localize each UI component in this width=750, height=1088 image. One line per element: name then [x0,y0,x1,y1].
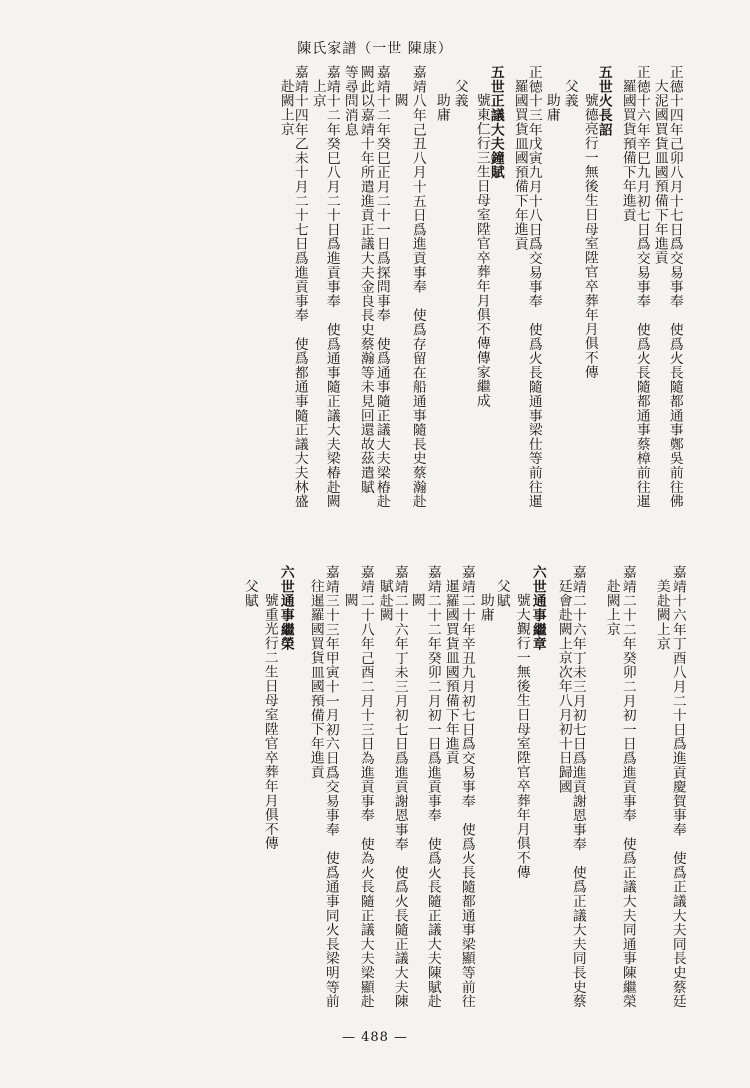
upper-column-15: 嘉靖八年己丑八月十五日爲進貢事奉 使爲存留在船通事隨長史蔡瀚赴 [409,65,426,509]
upper-column-16: 闕 [391,93,408,108]
page-number: — 488 — [341,1030,409,1045]
lower-column-17: 嘉靖二十八年己酉二月十三日為進貢事奉 使為火長隨正議大夫梁顯赴 [357,565,374,1009]
upper-column-14: 助庸 [433,93,450,122]
upper-column-11: 五世正議大夫鐘賦 [487,65,504,180]
upper-column-23: 赴闕上京 [277,79,294,137]
upper-column-1: 正德十四年己卯八月十七日爲交易事奉 使爲火長隨都通事鄭吳前往佛 [666,65,683,509]
lower-column-11: 嘉靖二十年辛丑九月初七日爲交易事奉 使爲火長隨都通事梁顯等前往 [458,565,475,1009]
lower-column-16: 賦赴闕 [376,579,393,622]
lower-column-14: 闕 [408,593,425,608]
upper-column-2: 大泥國買貨皿國預備下年進貢 [651,79,668,265]
lower-column-3: 嘉靖二十二年癸卯二月初一日爲進貢事奉 使爲正議大夫同通事陳繼榮 [619,565,636,1009]
upper-column-19: 等尋問消息 [341,65,358,137]
upper-column-6: 號德亮行一無後生日母室陞官卒葬年月俱不傳 [581,93,598,379]
lower-column-4: 赴闕上京 [603,579,620,637]
upper-column-22: 嘉靖十四年乙未十月二十七日爲進貢事奉 使爲都通事隨正議大夫林盛 [291,65,308,509]
lower-column-20: 往暹羅國買貨皿國預備下年進貢 [307,579,324,780]
lower-column-9: 父賦 [493,579,510,608]
lower-column-8: 號大覲行一無後生日母室陞官卒葬年月俱不傳 [513,593,530,879]
lower-column-1: 嘉靖十六年丁酉八月二十日爲進貢慶賀事奉 使爲正議大夫同長史蔡廷 [669,565,686,1009]
upper-column-13: 父義 [451,79,468,108]
page-header: 陳氏家譜（一世 陳康） [297,41,453,57]
lower-column-6: 廷會赴闕上京次年八月初十日歸國 [555,579,572,794]
upper-column-12: 號東仁行三生日母室陞官卒葬年月俱不傳傳家繼成 [473,93,490,408]
upper-column-20: 嘉靖十二年癸巳八月二十日爲進貢事奉 使爲通事隨正議大夫梁椿赴闕 [323,65,340,509]
upper-column-4: 羅國買貨預備下年進貢 [619,79,636,222]
lower-column-7: 六世通事繼章 [529,565,546,651]
upper-column-8: 助庸 [543,93,560,122]
upper-column-5: 五世火長詔 [595,65,612,137]
upper-column-3: 正徳十六年辛巳九月初七日爲交易事奉 使爲火長隨都通事蔡樟前往暹 [633,65,650,509]
upper-column-18: 闕此以嘉靖十年所遣進貢正議大夫金良長史蔡瀚等未見回還故茲遣賦 [357,65,374,494]
lower-column-21: 六世通事繼榮 [277,565,294,651]
lower-column-18: 闕 [341,593,358,608]
lower-column-13: 嘉靖二十二年癸卯二月初一日爲進貢事奉 使爲火長隨正議大夫陳賦赴 [424,565,441,1009]
upper-column-21: 上京 [309,79,326,108]
upper-column-7: 父義 [561,79,578,108]
lower-column-23: 父賦 [241,579,258,608]
lower-column-10: 助庸 [477,593,494,622]
lower-column-19: 嘉靖三十三年甲寅十一月初六日爲交易事奉 使爲通事同火長梁明等前 [322,565,339,1009]
upper-column-17: 嘉靖十二年癸巳正月二十一日爲探問事奉 使爲通事隨正議大夫梁椿赴 [373,65,390,509]
lower-column-2: 美赴闕上京 [653,579,670,651]
lower-column-12: 暹羅國買貨皿國預備下年進貢 [442,579,459,765]
lower-column-22: 號重光行二生日母室陞官卒葬年月俱不傳 [261,593,278,851]
lower-column-5: 嘉靖二十六年丁未三月初七日爲進貢謝恩事奉 使爲正議大夫同長史蔡 [569,565,586,1009]
upper-column-10: 羅國買貨皿國預備下年進貢 [511,79,528,251]
lower-column-15: 嘉靖二十六年丁未三月初七日爲進貢謝恩事奉 使爲火長隨正議大夫陳 [391,565,408,1009]
upper-column-9: 正徳十三年戊寅九月十八日爲交易事奉 使爲火長隨通事梁仕等前往暹 [525,65,542,509]
